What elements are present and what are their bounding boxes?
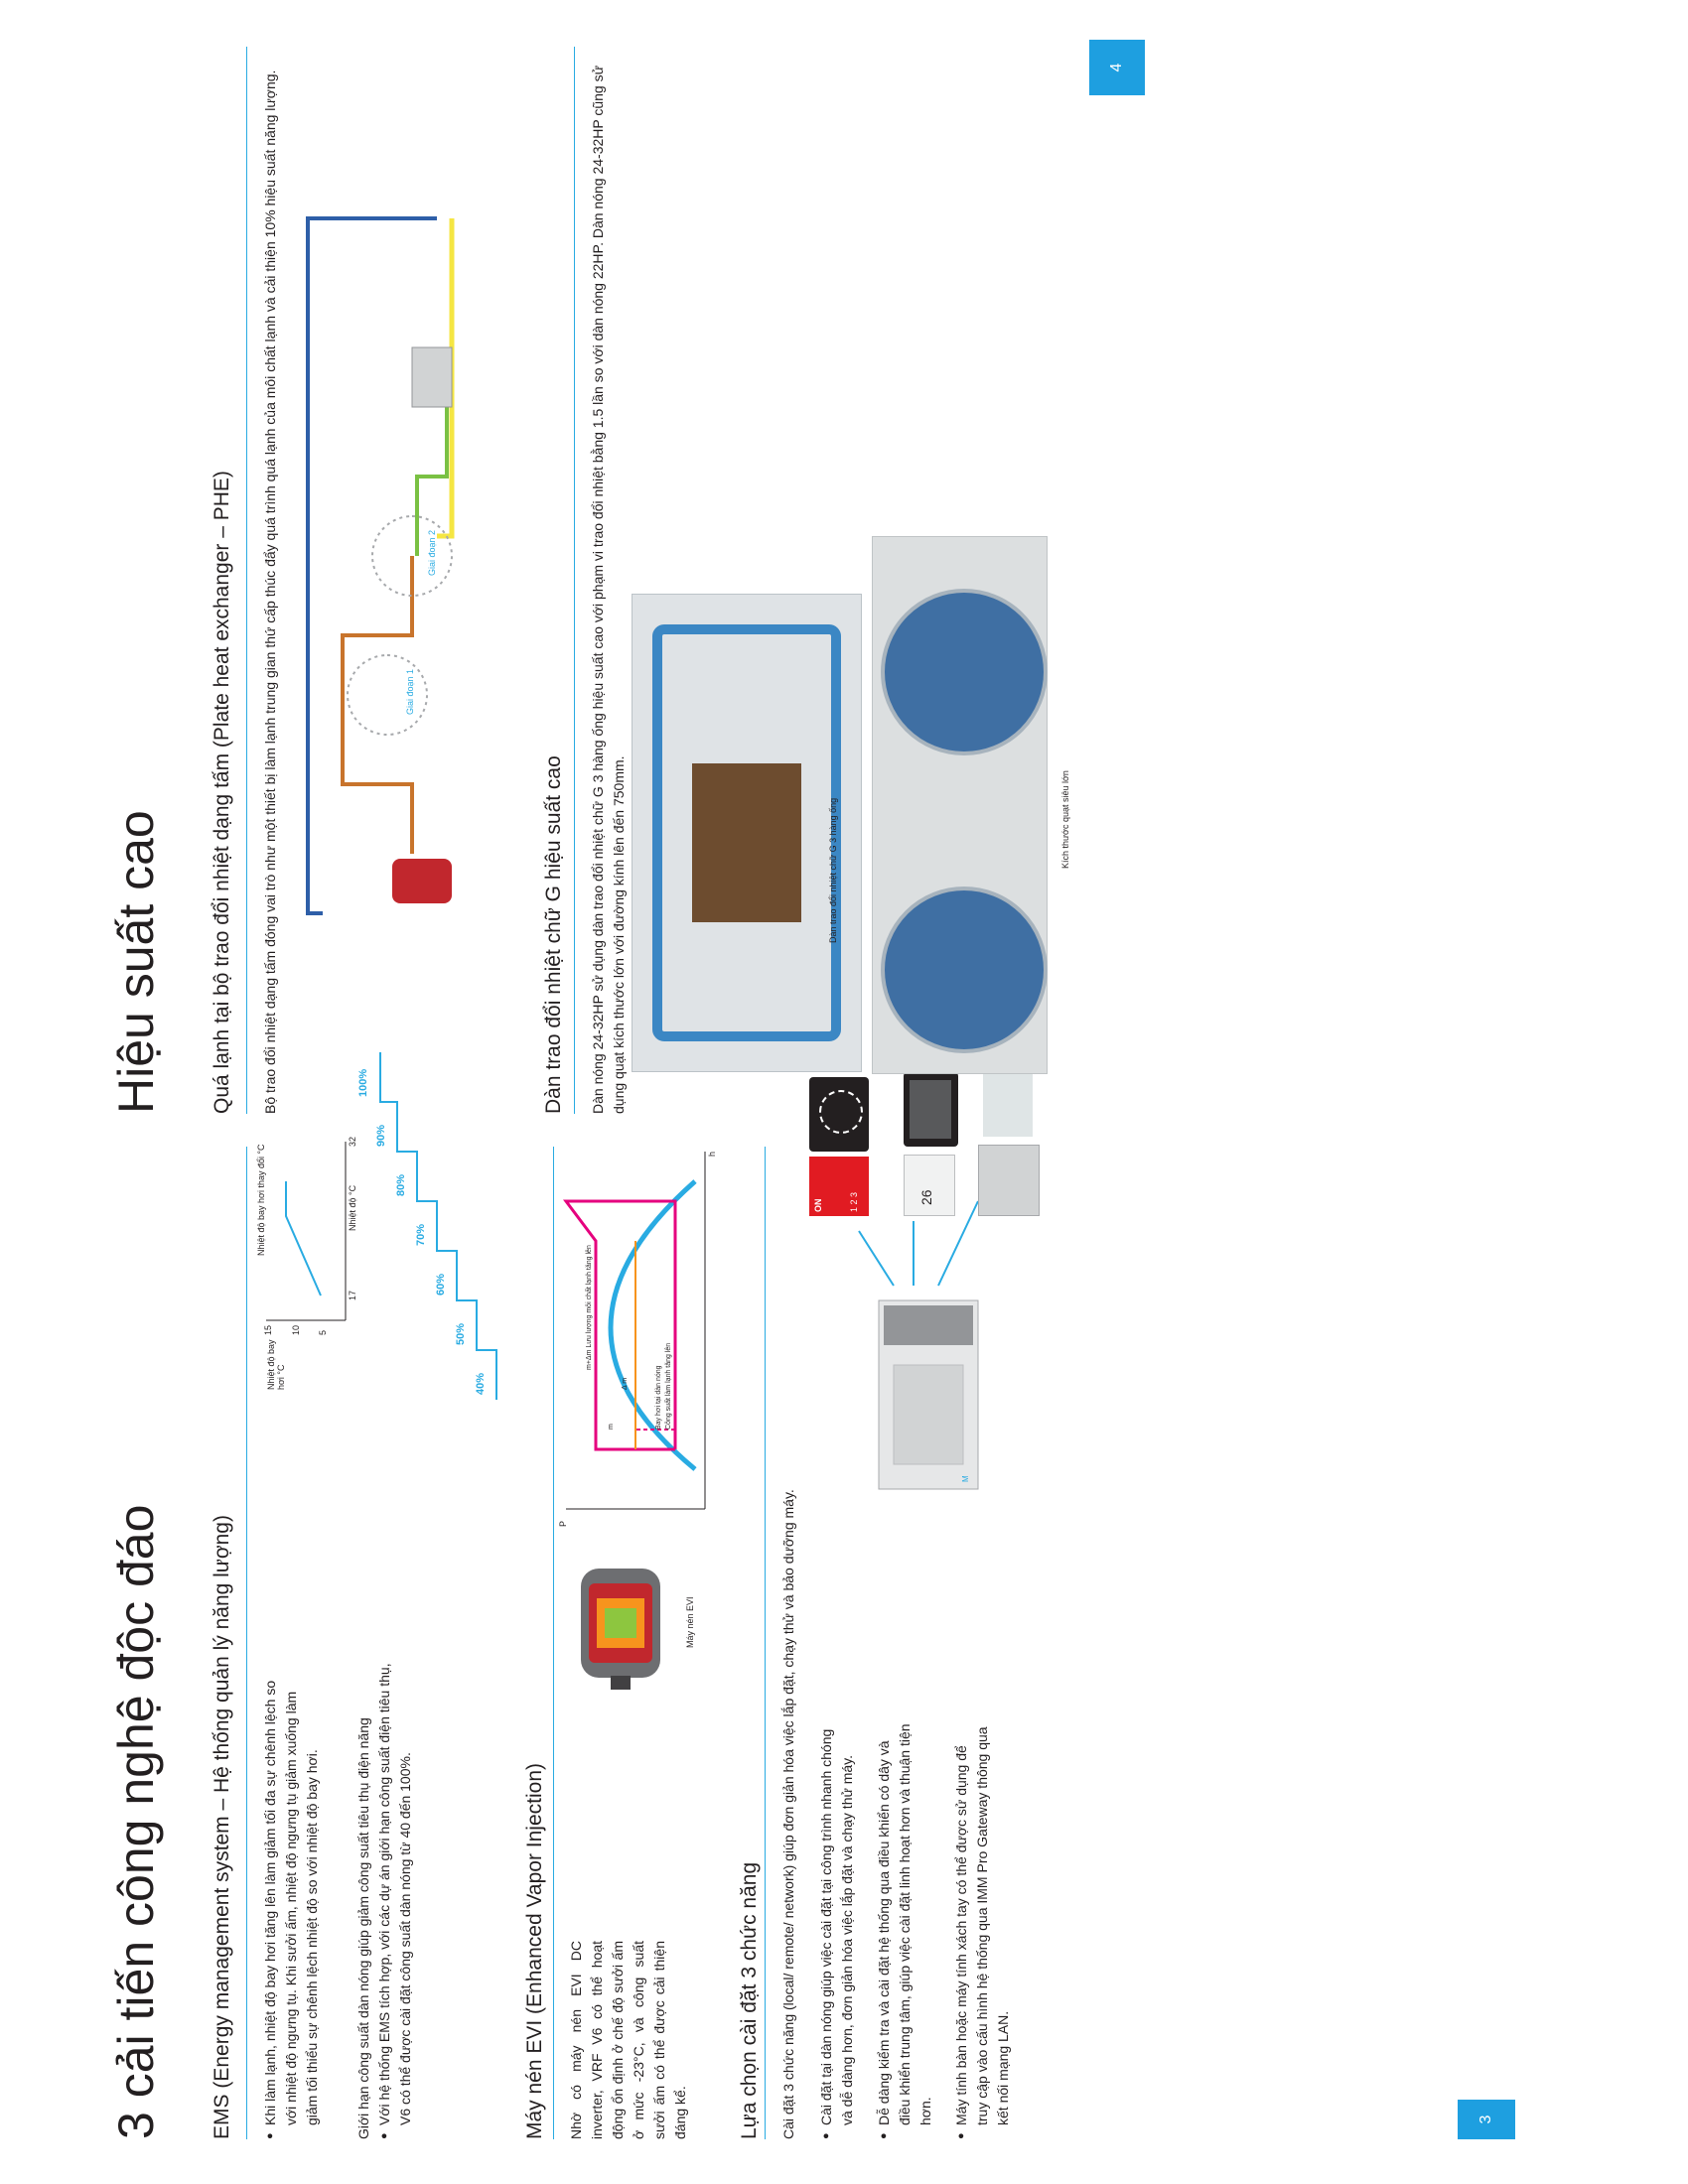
setup-intro: Cài đặt 3 chức năng (local/ remote/ network) giúp đơn giản hóa việc lắp đặt, chạy thử và bảo dưỡng máy. [780,1489,796,2139]
evap-temp-chart [256,1122,375,1340]
step-70: 70% [415,1223,427,1246]
step-50: 50% [455,1322,467,1345]
gateway-image [978,1145,1040,1216]
evap-chart-ytick-15: 15 [263,1324,273,1335]
ems-bullet-1: ● Khi làm lạnh, nhiệt độ bay hơi tăng lên làm giảm tối đa sự chênh lệch so với nhiệt độ ngưng tụ. Khi sưởi ấm, nhiệt độ ngưng tụ giảm xuống làm giảm tối thiểu sự chênh lệch nhiệt độ so với nhiệt độ bay hơi. [260,1659,323,2139]
ph-saturation-dome [611,1181,695,1469]
setup-rule [765,1147,766,2139]
step-80: 80% [395,1173,407,1196]
ph-dm-label: Δ m [622,1377,629,1390]
ems-bullet-2: ● Với hệ thống EMS tích hợp, với các dự án giới hạn công suất điện tiêu thụ, V6 có thể được cài đặt công suất dàn nóng từ 40 đến 100%. [374,1659,416,2139]
compressor-port [611,1676,631,1690]
phe-compressor [392,859,452,903]
evi-rule [553,1147,554,2139]
rotary-dial [819,1090,863,1134]
evi-compressor-image [561,1549,690,1698]
evi-heading: Máy nén EVI (Enhanced Vapor Injection) [523,1763,546,2139]
g-coil-piping [692,763,801,922]
ph-m-label: m [608,1424,615,1430]
g-coil-rule [574,47,575,1114]
pipe-brown [343,556,412,854]
rotary-switch-image [809,1077,869,1152]
stage-2-label: Giai đoạn 2 [427,529,437,576]
page-number-left: 3 [1458,2100,1515,2139]
ph-h-label: h [707,1151,717,1157]
evap-chart-xtick-17: 17 [348,1290,357,1300]
indoor-cassette [412,347,452,407]
dip-nums: 1 2 3 [849,1191,859,1212]
dip-switch-image [809,1157,869,1216]
fan-caption: Kích thước quạt siêu lớn [1060,770,1070,869]
ems-limit-line: Giới hạn công suất dàn nóng giúp giảm công suất tiêu thụ điện năng [355,1717,371,2139]
page-number-right: 4 [1089,40,1145,95]
pipe-blue [308,218,437,913]
capacity-steps-line [380,1052,496,1400]
ph-bay-hoi: Bay hơi tại dàn nóng [655,1365,662,1430]
phe-heading: Quá lạnh tại bộ trao đổi nhiệt dạng tấm (Plate heat exchanger – PHE) [211,471,233,1114]
g-coil-body: Dàn nóng 24-32HP sử dụng dàn trao đổi nhiệt chữ G 3 hàng ống hiệu suất cao với phạm vi trao đổi nhiệt bằng 1.5 lần so với dàn nóng 22HP. Dàn nóng 24-32HP cũng sử dụng quạt kích thước lớn với đường kính lên đến 750mm. [590,66,627,1114]
g-coil-heading: Dàn trao đổi nhiệt chữ G hiệu suất cao [542,755,565,1114]
right-page-title: Hiệu suất cao [108,810,164,1114]
stage-1-label: Giai đoạn 1 [405,668,415,715]
unit-brand: M [961,1475,970,1482]
chart-line [286,1181,321,1296]
evap-chart-ytick-5: 5 [318,1329,328,1335]
dip-on-label: ON [813,1198,823,1212]
phe-body: Bộ trao đổi nhiệt dạng tấm đóng vai trò như một thiết bị làm lạnh trung gian thứ cấp thúc đẩy quá trình quá lạnh của môi chất lạnh và cải thiện 10% hiệu suất năng lượng. [262,69,278,1114]
unit-top-grille [884,1305,973,1345]
evap-chart-title: Nhiệt độ bay hơi thay đổi °C [256,1144,266,1256]
ph-mdm-label: m+Δm Lưu lượng môi chất lạnh tăng lên [586,1245,593,1370]
evi-ph-diagram [556,1142,725,1539]
setup-bullet-3: ● Máy tính bàn hoặc máy tính xách tay có thể được sử dụng để truy cập vào cấu hình hệ thống qua IMM Pro Gateway thông qua kết nối mạng LAN. [951,1718,1014,2139]
large-fan-image [872,536,1048,1074]
evap-chart-xtick-32: 32 [348,1136,357,1147]
arrow-to-dip [859,1231,894,1286]
setup-bullet-2: ● Dễ dàng kiểm tra và cài đặt hệ thống qua điều khiển có dây và điều khiển trung tâm, giúp việc cài đặt linh hoạt hơn và thuận tiện hơn. [874,1718,936,2139]
remote-display: 26 [918,1189,934,1205]
ph-cong-suat: Công suất làm lạnh tăng lên [665,1342,672,1430]
touch-controller-screen [910,1080,951,1139]
fan-left [881,887,1048,1053]
ems-heading: EMS (Energy management system – Hệ thống quản lý năng lượng) [211,1515,233,2139]
ems-rule [246,1147,247,2139]
laptop-image [983,1072,1033,1137]
phe-piping-diagram [303,199,462,933]
setup-bullet-1: ● Cài đặt tại dàn nóng giúp việc cài đặt tại công trình nhanh chóng và dễ dàng hơn, đơn giản hóa việc lắp đặt và chạy thử máy. [816,1718,858,2139]
step-60: 60% [435,1273,447,1296]
g-coil-caption: Dàn trao đổi nhiệt chữ G 3 hàng ống [828,797,838,943]
evap-chart-ylabel: Nhiệt độ bay hơi °C [266,1339,286,1390]
evap-chart-xlabel: Nhiệt độ °C [348,1184,357,1231]
left-page-title: 3 cải tiến công nghệ độc đáo [108,1504,164,2139]
step-40: 40% [475,1372,487,1395]
unit-front-grille [894,1365,963,1464]
capacity-steps [372,1032,511,1410]
evi-compressor-caption: Máy nén EVI [685,1596,695,1648]
ph-p-label: P [558,1520,568,1527]
evi-body: Nhờ có máy nén EVI DC inverter, VRF V6 có thể hoạt động ổn định ở chế độ sưởi ấm ở mức -23°C, và công suất sưởi ấm có thể được cải thiện đáng kể. [568,1941,688,2139]
evap-chart-ytick-10: 10 [291,1324,301,1335]
outdoor-unit-image [869,1296,988,1494]
compressor-rotor [605,1608,636,1638]
step-100: 100% [357,1068,369,1097]
phe-rule [246,47,247,1114]
step-90: 90% [375,1124,387,1147]
setup-heading: Lựa chọn cài đặt 3 chức năng [738,1861,761,2139]
stage-1-circle [348,655,427,735]
wired-remote-image [904,1155,955,1216]
fan-right [881,589,1048,755]
touch-controller-image [904,1072,958,1147]
